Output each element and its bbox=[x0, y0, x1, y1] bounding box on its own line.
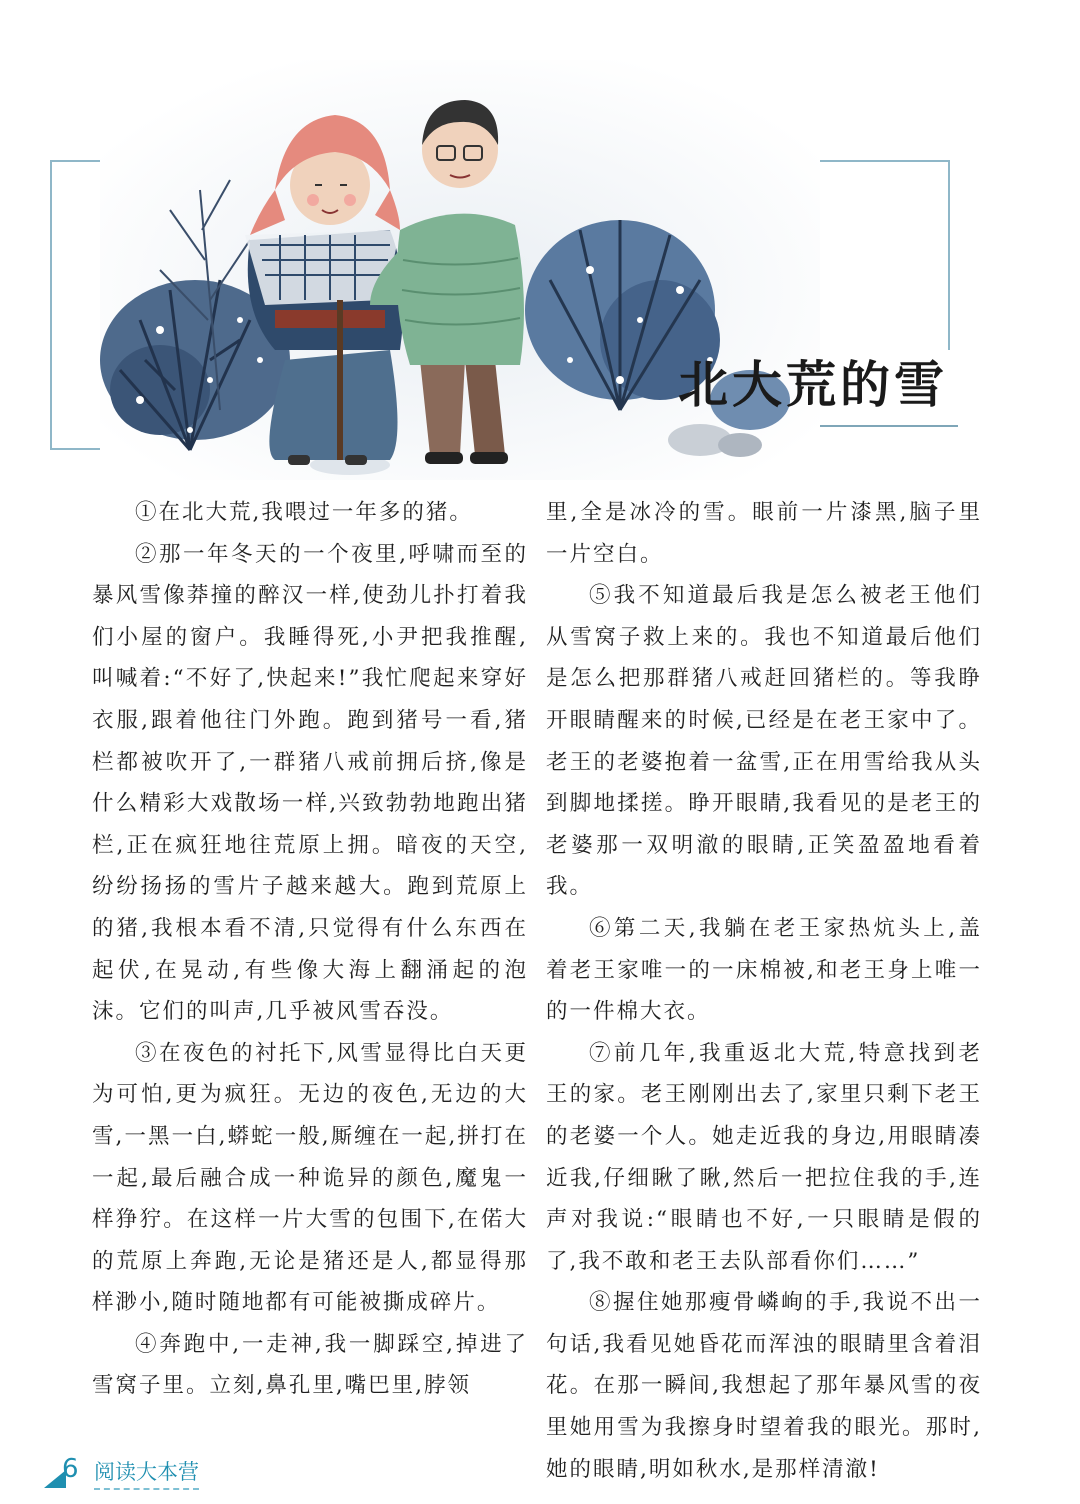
paragraph: ⑧握住她那瘦骨嶙峋的手,我说不出一句话,我看见她昏花而浑浊的眼睛里含着泪花。在那一瞬间,我想起了那年暴风雪的夜里她用雪为我擦身时望着我的眼光。那时,她的眼睛,明如秋水,是那样清澈! bbox=[546, 1290, 982, 1482]
paragraph-continued: 里,全是冰冷的雪。眼前一片漆黑,脑子里一片空白。 bbox=[546, 500, 982, 567]
illustration bbox=[100, 60, 820, 480]
article-column-left bbox=[92, 492, 528, 1407]
paragraph: ④奔跑中,一走神,我一脚踩空,掉进了雪窝子里。立刻,鼻孔里,嘴巴里,脖领 bbox=[92, 1331, 528, 1399]
paragraph: ③在夜色的衬托下,风雪显得比白天更为可怕,更为疯狂。无边的夜色,无边的大雪,一黑一白,蟒蛇一般,厮缠在一起,拼打在一起,最后融合成一种诡异的颜色,魔鬼一样狰狞。在这样一片大雪的包围下,在偌大的荒原上奔跑,无论是猪还是人,都显得那样渺小,随时随地都有可能被撕成碎片。 bbox=[92, 1040, 528, 1316]
page-number: 6 bbox=[62, 1454, 79, 1484]
paragraph: ⑥第二天,我躺在老王家热炕头上,盖着老王家唯一的一床棉被,和老王身上唯一的一件棉大衣。 bbox=[546, 915, 982, 1025]
frame-line-right bbox=[948, 160, 950, 350]
article-title: 北大荒的雪 bbox=[678, 356, 948, 414]
article-column-right bbox=[546, 492, 982, 1490]
paragraph: ②那一年冬天的一个夜里,呼啸而至的暴风雪像莽撞的醉汉一样,使劲儿扑打着我们小屋的窗户。我睡得死,小尹把我推醒,叫喊着:“不好了,快起来!”我忙爬起来穿好衣服,跟着他往门外跑。跑到猪号一看,猪栏都被吹开了,一群猪八戒前拥后挤,像是什么精彩大戏散场一样,兴致勃勃地跑出猪栏,正在疯狂地往荒原上拥。暗夜的天空,纷纷扬扬的雪片子越来越大。跑到荒原上的猪,我根本看不清,只觉得有什么东西在起伏,在晃动,有些像大海上翻涌起的泡沫。它们的叫声,几乎被风雪吞没。 bbox=[92, 541, 528, 1025]
paragraph: ①在北大荒,我喂过一年多的猪。 bbox=[135, 500, 473, 525]
page-footer bbox=[44, 1452, 244, 1488]
paragraph: ⑤我不知道最后我是怎么被老王他们从雪窝子救上来的。我也不知道最后他们是怎么把那群猪八戒赶回猪栏的。等我睁开眼睛醒来的时候,已经是在老王家中了。老王的老婆抱着一盆雪,正在用雪给我从头到脚地揉搓。睁开眼睛,我看见的是老王的老婆那一双明澈的眼睛,正笑盈盈地看着我。 bbox=[546, 583, 982, 900]
frame-line-left bbox=[50, 160, 52, 450]
paragraph: ⑦前几年,我重返北大荒,特意找到老王的家。老王刚刚出去了,家里只剩下老王的老婆一个人。她走近我的身边,用眼睛凑近我,仔细瞅了瞅,然后一把拉住我的手,连声对我说:“眼睛也不好,一只眼睛是假的了,我不敢和老王去队部看你们……” bbox=[546, 1040, 982, 1274]
section-name: 阅读大本营 bbox=[94, 1456, 199, 1490]
